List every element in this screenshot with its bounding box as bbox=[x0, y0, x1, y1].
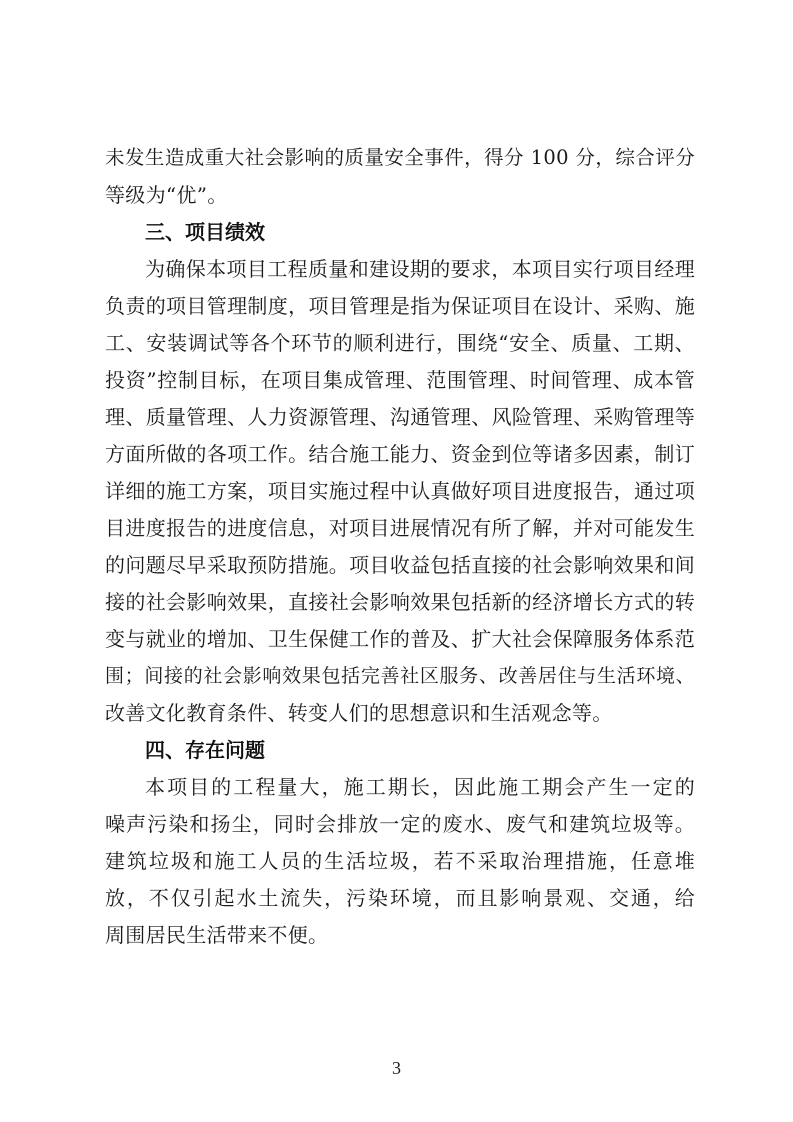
paragraph-line: 围；间接的社会影响效果包括完善社区服务、改善居住与生活环境、 bbox=[105, 665, 695, 687]
section-heading-performance: 三、项目绩效 bbox=[145, 220, 265, 244]
section-heading-issues: 四、存在问题 bbox=[145, 738, 265, 762]
paragraph-line: 的问题尽早采取预防措施。项目收益包括直接的社会影响效果和间 bbox=[105, 553, 695, 577]
paragraph-line: 投资”控制目标，在项目集成管理、范围管理、时间管理、成本管 bbox=[105, 368, 695, 392]
paragraph-line: 接的社会影响效果，直接社会影响效果包括新的经济增长方式的转 bbox=[105, 590, 695, 614]
paragraph-line: 噪声污染和扬尘，同时会排放一定的废水、废气和建筑垃圾等。 bbox=[105, 812, 695, 836]
paragraph-line: 方面所做的各项工作。结合施工能力、资金到位等诸多因素，制订 bbox=[105, 442, 695, 466]
paragraph-line: 理、质量管理、人力资源管理、沟通管理、风险管理、采购管理等 bbox=[105, 405, 695, 429]
paragraph-line: 目进度报告的进度信息，对项目进展情况有所了解，并对可能发生 bbox=[105, 516, 695, 540]
paragraph-line: 未发生造成重大社会影响的质量安全事件，得分 100 分，综合评分 bbox=[105, 146, 695, 169]
paragraph-line: 本项目的工程量大，施工期长，因此施工期会产生一定的 bbox=[145, 775, 695, 799]
paragraph-line: 周围居民生活带来不便。 bbox=[105, 923, 329, 947]
page-number: 3 bbox=[392, 1058, 401, 1078]
paragraph-line: 工、安装调试等各个环节的顺利进行，围绕“安全、质量、工期、 bbox=[105, 331, 695, 355]
paragraph-line: 等级为“优”。 bbox=[105, 183, 228, 207]
paragraph-line: 为确保本项目工程质量和建设期的要求，本项目实行项目经理 bbox=[145, 257, 695, 281]
paragraph-line: 详细的施工方案，项目实施过程中认真做好项目进度报告，通过项 bbox=[105, 479, 695, 503]
paragraph-line: 负责的项目管理制度，项目管理是指为保证项目在设计、采购、施 bbox=[105, 294, 695, 318]
paragraph-line: 变与就业的增加、卫生保健工作的普及、扩大社会保障服务体系范 bbox=[105, 627, 695, 651]
paragraph-line: 建筑垃圾和施工人员的生活垃圾，若不采取治理措施，任意堆 bbox=[105, 849, 695, 873]
paragraph-line: 改善文化教育条件、转变人们的思想意识和生活观念等。 bbox=[105, 701, 613, 725]
paragraph-line: 放，不仅引起水土流失，污染环境，而且影响景观、交通，给 bbox=[105, 886, 695, 910]
